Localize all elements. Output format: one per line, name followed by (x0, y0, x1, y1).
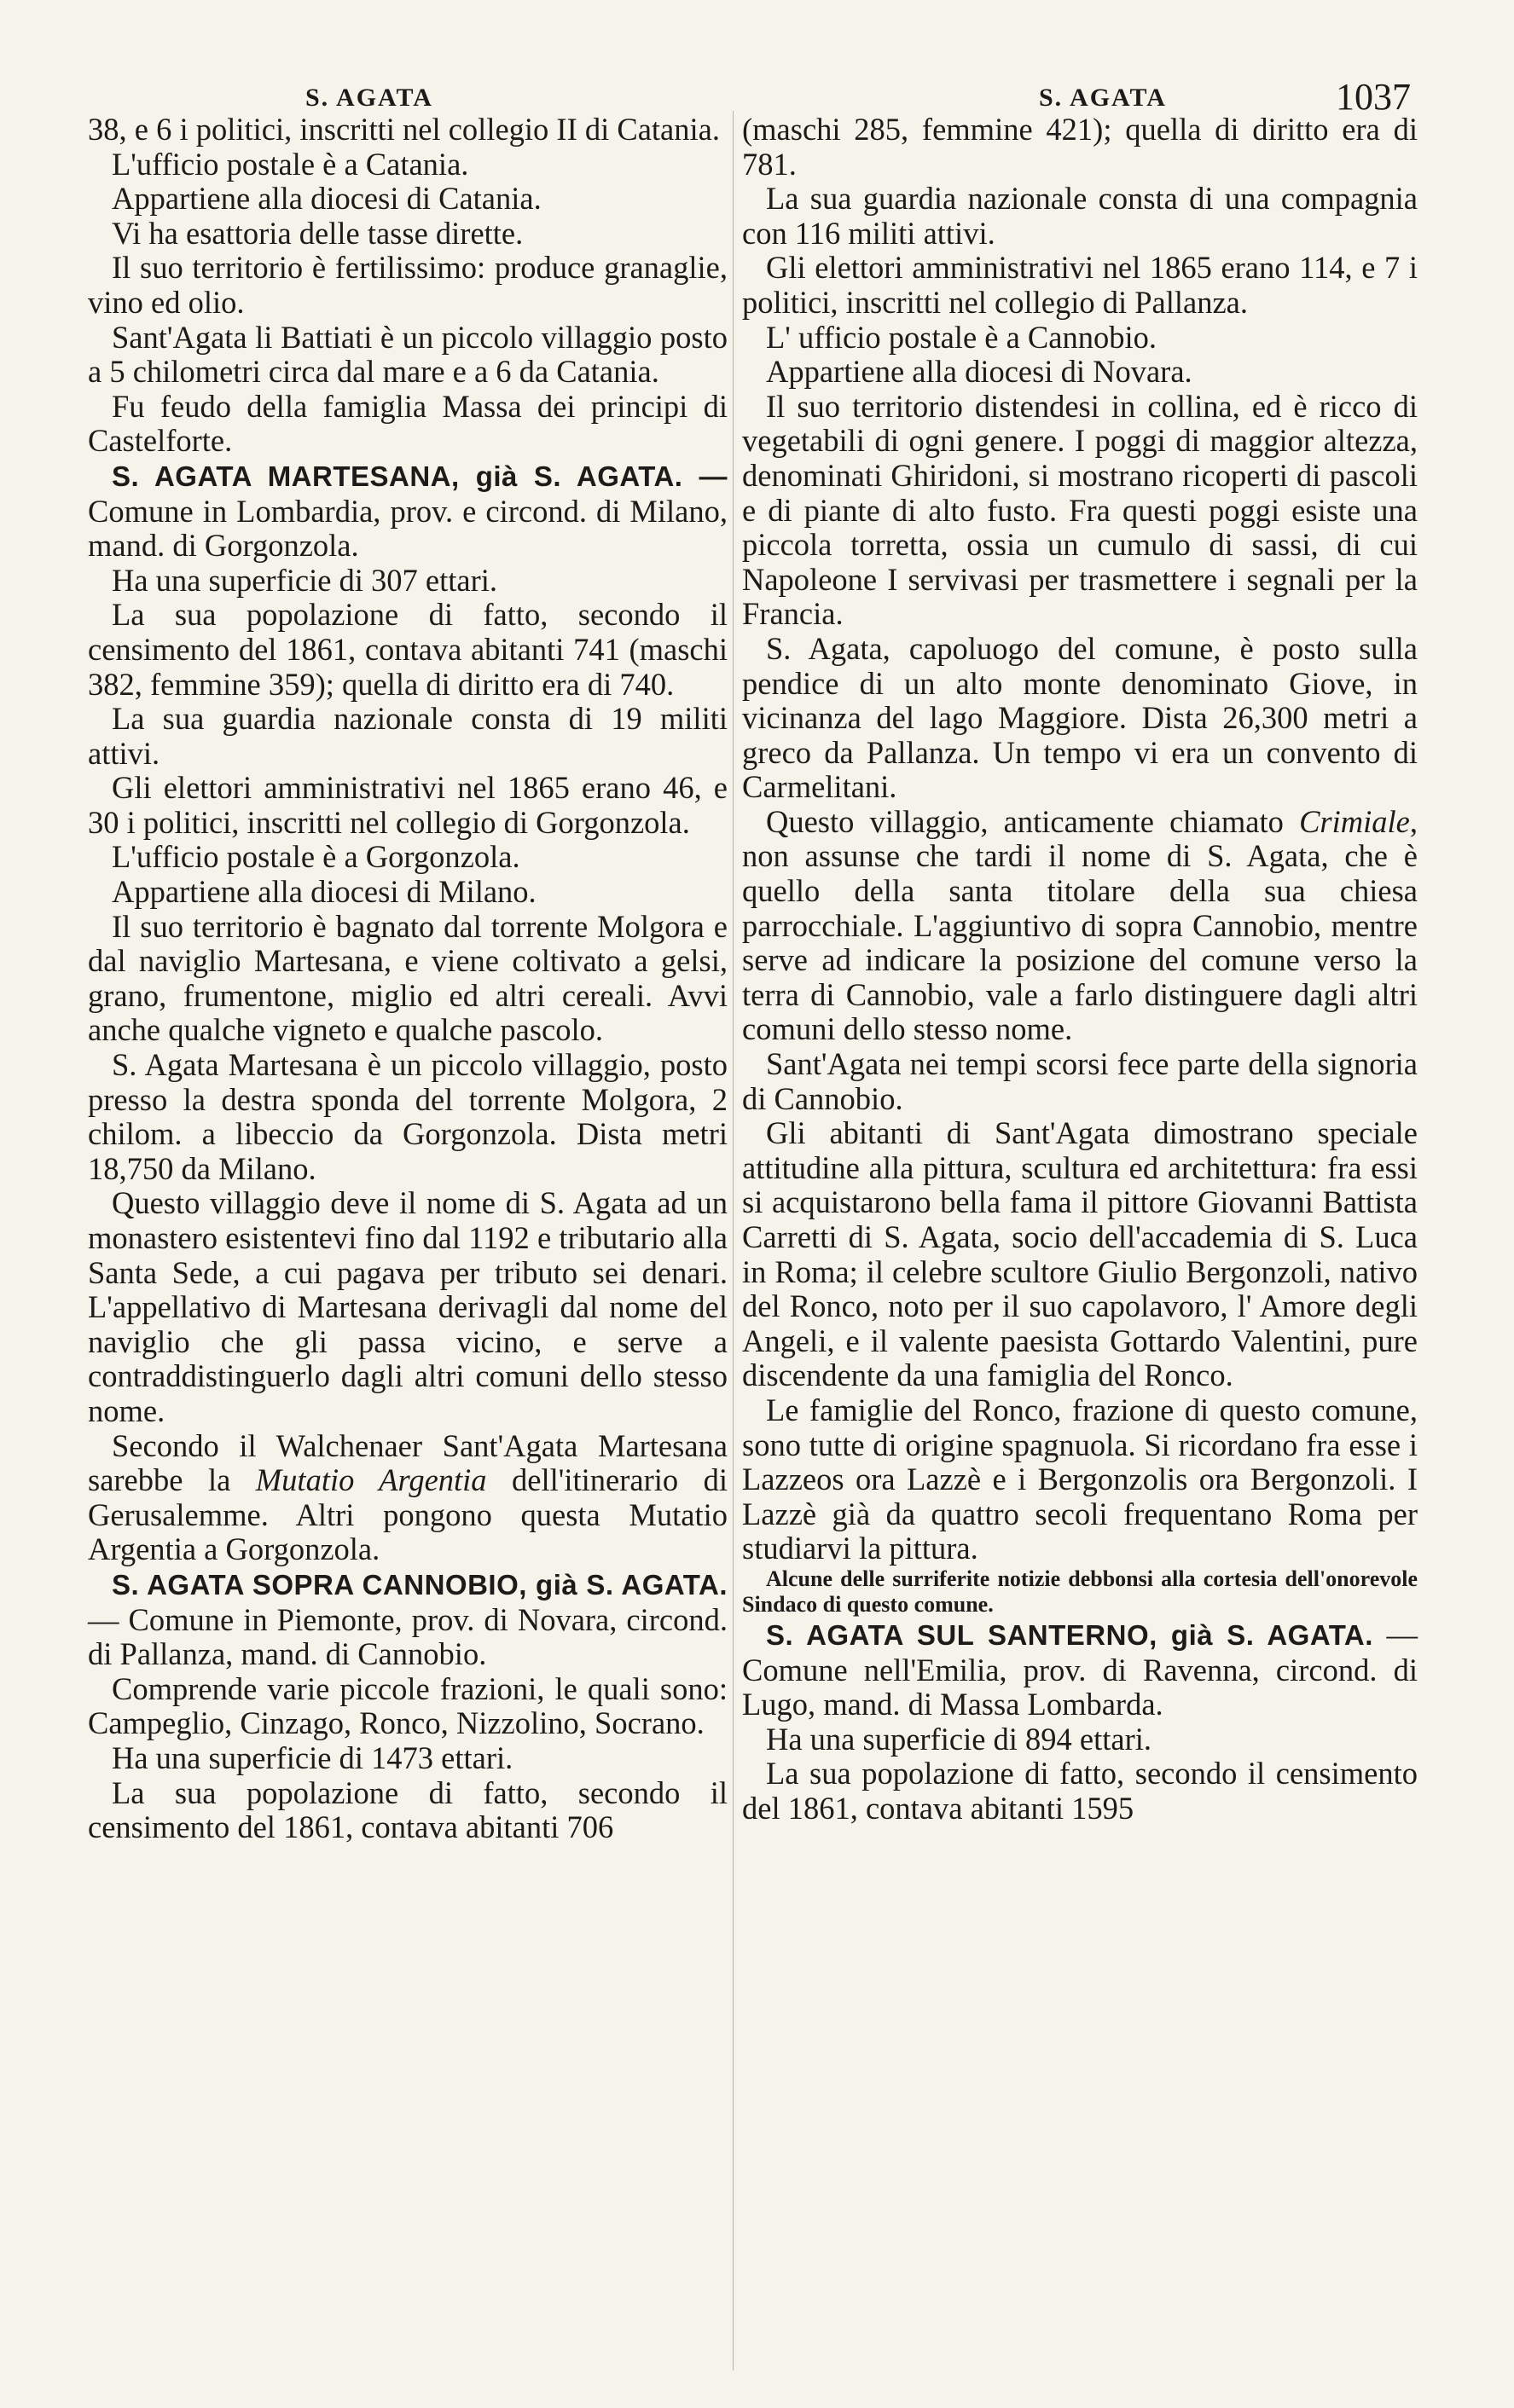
paragraph: La sua popolazione di fatto, secondo il censimento del 1861, contava abitanti 706 (88, 1774, 728, 1845)
paragraph: L' ufficio postale è a Cannobio. (766, 319, 1157, 355)
right-column (742, 113, 1418, 1826)
headword: S. AGATA SOPRA CANNOBIO, già S. AGATA. (112, 1568, 728, 1601)
paragraph: Fu feudo della famiglia Massa dei principi di Castelforte. (88, 388, 728, 459)
italic-term: Mutatio Argentia (255, 1462, 487, 1498)
column-divider (733, 111, 734, 2370)
paragraph: S. Agata, capoluogo del comune, è posto sulla pendice di un alto monte denominato Giove, in vicinanza del lago Maggiore. Dista 26,300 metri a greco da Pallanza. Un tempo vi era un convento di Carmelitani. (742, 630, 1418, 805)
paragraph: (maschi 285, femmine 421); quella di diritto era di 781. (742, 112, 1418, 182)
page-number: 1037 (1336, 76, 1411, 118)
paragraph: Comprende varie piccole frazioni, le quali sono: Campeglio, Cinzago, Ronco, Nizzolino, Socrano. (88, 1670, 728, 1741)
running-head-left: S. AGATA (305, 84, 433, 112)
paragraph: L'ufficio postale è a Catania. (112, 146, 469, 182)
paragraph: Le famiglie del Ronco, frazione di questo comune, sono tutte di origine spagnuola. Si ricordano fra esse i Lazzeos ora Lazzè e i Bergonzolis ora Bergonzoli. I Lazzè già da quattro secoli frequentano Roma per studiarvi la pittura. (742, 1392, 1418, 1566)
headword: S. AGATA SUL SANTERNO, già S. AGATA. (766, 1618, 1373, 1651)
entry-cannobio: S. AGATA SOPRA CANNOBIO, già S. AGATA. — Comune in Piemonte, prov. di Novara, circond. di Pallanza, mand. di Cannobio. (88, 1568, 728, 1672)
paragraph: Il suo territorio è fertilissimo: produce granaglie, vino ed olio. (88, 250, 728, 320)
paragraph: Questo villaggio deve il nome di S. Agata ad un monastero esistentevi fino dal 1192 e tributario alla Santa Sede, a cui pagava per tributo sei denari. L'appellativo di Martesana derivagli dal nome del naviglio che gli passa vicino, e serve a contraddistinguerlo dagli altri comuni dello stesso nome. (88, 1185, 728, 1428)
headword: S. AGATA MARTESANA, già S. AGATA. — (112, 460, 728, 492)
paragraph: Appartiene alla diocesi di Milano. (112, 874, 537, 910)
entry-santerno: S. AGATA SUL SANTERNO, già S. AGATA. — Comune nell'Emilia, prov. di Ravenna, circond. di Lugo, mand. di Massa Lombarda. (742, 1616, 1418, 1722)
paragraph: Il suo territorio è bagnato dal torrente Molgora e dal naviglio Martesana, e viene coltivato a gelsi, grano, frumentone, miglio ed altri cereali. Avvi anche qualche vigneto e qualche pascolo. (88, 908, 728, 1048)
paragraph: La sua guardia nazionale consta di 19 militi attivi. (88, 701, 728, 771)
entry-martesana: S. AGATA MARTESANA, già S. AGATA. — Comune in Lombardia, prov. e circond. di Milano, mand. di Gorgonzola. (88, 460, 728, 564)
paragraph: Ha una superficie di 307 ettari. (112, 562, 498, 598)
running-head-right: S. AGATA (1039, 84, 1167, 112)
paragraph: Appartiene alla diocesi di Catania. (112, 181, 542, 217)
paragraph: 38, e 6 i politici, inscritti nel collegio II di Catania. (88, 112, 720, 147)
paragraph: La sua popolazione di fatto, secondo il censimento del 1861, contava abitanti 741 (maschi 382, femmine 359); quella di diritto era di 740. (88, 597, 728, 702)
paragraph: Questo villaggio, anticamente chiamato Crimiale, non assunse che tardi il nome di S. Agata, che è quello della santa titolare della sua chiesa parrocchiale. L'aggiuntivo di sopra Cannobio, mentre serve ad indicare la posizione del comune verso la terra di Cannobio, vale a farlo distinguere dagli altri comuni dello stesso nome. (742, 803, 1418, 1047)
paragraph: Sant'Agata nei tempi scorsi fece parte della signoria di Cannobio. (742, 1046, 1418, 1116)
paragraph: Appartiene alla diocesi di Novara. (766, 354, 1192, 390)
paragraph: L'ufficio postale è a Gorgonzola. (112, 839, 520, 875)
paragraph: La sua guardia nazionale consta di una compagnia con 116 militi attivi. (742, 181, 1418, 251)
paragraph: Secondo il Walchenaer Sant'Agata Martesana sarebbe la Mutatio Argentia dell'itinerario di Gerusalemme. Altri pongono questa Mutatio Argentia a Gorgonzola. (88, 1427, 728, 1567)
left-column (88, 113, 728, 1845)
paragraph: La sua popolazione di fatto, secondo il censimento del 1861, contava abitanti 1595 (742, 1756, 1418, 1826)
italic-term: Crimiale (1299, 803, 1410, 839)
footnote: Alcune delle surriferite notizie debbonsi alla cortesia dell'onorevole Sindaco di questo comune. (742, 1566, 1418, 1617)
paragraph: Il suo territorio distendesi in collina, ed è ricco di vegetabili di ogni genere. I poggi di maggior altezza, denominati Ghiridoni, si mostrano ricoperti di pascoli e di piante di alto fusto. Fra questi poggi esiste una piccola torretta, ossia un cumulo di sassi, di cui Napoleone I servivasi per trasmettere i segnali per la Francia. (742, 388, 1418, 632)
paragraph: S. Agata Martesana è un piccolo villaggio, posto presso la destra sponda del torrente Molgora, 2 chilom. a libeccio da Gorgonzola. Dista metri 18,750 da Milano. (88, 1047, 728, 1186)
paragraph: Gli abitanti di Sant'Agata dimostrano speciale attitudine alla pittura, scultura ed architettura: fra essi si acquistarono bella fama il pittore Giovanni Battista Carretti di S. Agata, socio dell'accademia di S. Luca in Roma; il celebre scultore Giulio Bergonzoli, nativo del Ronco, noto per il suo capolavoro, l' Amore degli Angeli, e il valente paesista Gottardo Valentini, pure discendente da una famiglia del Ronco. (742, 1115, 1418, 1393)
paragraph: Gli elettori amministrativi nel 1865 erano 114, e 7 i politici, inscritti nel collegio di Pallanza. (742, 250, 1418, 320)
paragraph: Gli elettori amministrativi nel 1865 erano 46, e 30 i politici, inscritti nel collegio di Gorgonzola. (88, 770, 728, 840)
paragraph: Ha una superficie di 894 ettari. (766, 1721, 1152, 1757)
paragraph: Sant'Agata li Battiati è un piccolo villaggio posto a 5 chilometri circa dal mare e a 6 da Catania. (88, 319, 728, 390)
paragraph: Ha una superficie di 1473 ettari. (112, 1739, 513, 1775)
paragraph: Vi ha esattoria delle tasse dirette. (112, 215, 524, 251)
